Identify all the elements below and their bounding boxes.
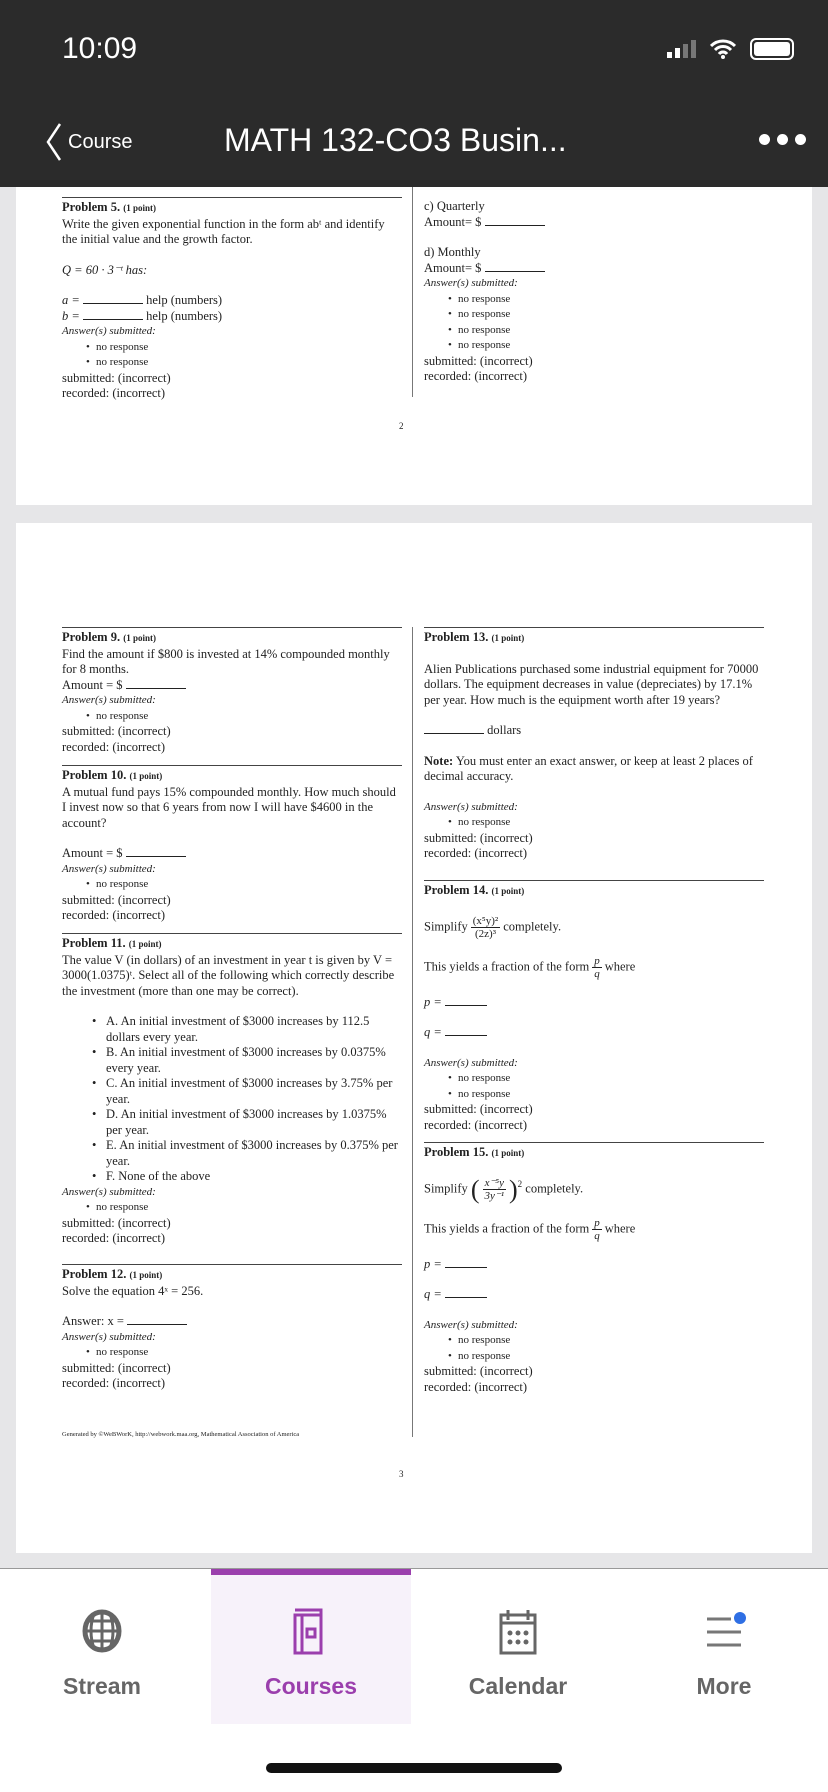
wifi-icon <box>710 39 736 59</box>
problem-13: Problem 13. (1 point) Alien Publications purchased some industrial equipment for 70000 dollars. The equipment decreases in value (depreciates) by 17.1% per year. How much is the equipment worth after 19 years? dollars Note: You must enter an exact answer, or keep at least 2 places of decimal accuracy. Answer(s) submitted: • no response submitted: (incorrect) recorded: (incorrect) <box>424 627 764 862</box>
book-icon <box>289 1607 333 1655</box>
option-e: • E. An initial investment of $3000 increases by 0.375% per year. <box>62 1138 402 1169</box>
globe-icon <box>80 1607 124 1655</box>
tab-stream[interactable]: Stream <box>2 1569 202 1724</box>
help-link[interactable]: help (numbers) <box>146 308 223 323</box>
bottom-tab-bar <box>0 1568 828 1792</box>
option-c: • C. An initial investment of $3000 increases by 3.75% per year. <box>62 1076 402 1107</box>
more-options-button[interactable] <box>759 134 806 145</box>
help-link[interactable]: help (numbers) <box>146 293 223 307</box>
home-indicator[interactable] <box>266 1763 562 1773</box>
problem-14: Problem 14. (1 point) Simplify $\frac{\text{(x⁵y)²}}{\text{(2z)³}}$ completely. This yields a fraction of the form $\frac{p}{q}$ where p = q = Answer(s) submitted: • no response • no response submitted: (incorrect) recorded: (incorrect) <box>424 880 764 1133</box>
top-bar <box>0 0 828 187</box>
document-footer: Generated by ©WeBWorK, http://webwork.maa.org, Mathematical Association of America <box>62 1431 300 1438</box>
problem-12: Problem 12. (1 point) Solve the equation 4ˣ = 256. Answer: x = Answer(s) submitted: • no response submitted: (incorrect) recorded: (incorrect) <box>62 1264 402 1392</box>
calendar-icon <box>496 1607 540 1655</box>
back-label: Course <box>68 130 133 153</box>
problem-5: Problem 5. (1 point) Write the given exponential function in the form abᵗ and identify the initial value and the growth factor. Q = 60 · 3⁻ᵗ has: a = help (numbers) b = help (numbers) Answer(s) submitted: • no response • no response submitted: (incorrect) recorded: (incorrect) <box>62 197 402 402</box>
battery-icon <box>750 38 794 60</box>
column-divider <box>412 627 413 1437</box>
chevron-left-icon <box>44 122 64 162</box>
problem-11: Problem 11. (1 point) The value V (in dollars) of an investment in year t is given by V = 3000(1.0375)ᵗ. Select all of the following which correctly describe the investment (more than one may be correct). • A. An initial investment of $3000 increases by 112.5 dollars every year. • B. An initial investment of $3000 increases by 0.0375% every year. • C. An initial investment of $3000 increases by 3.75% per year. • D. An initial investment of $3000 increases by 1.0375% per year. • E. An initial investment of $3000 increases by 0.375% per year. • F. None of the above Answer(s) submitted: • no response submitted: (incorrect) recorded: (incorrect) <box>62 933 402 1247</box>
page-number: 2 <box>399 421 404 431</box>
option-d: • D. An initial investment of $3000 increases by 1.0375% per year. <box>62 1107 402 1138</box>
status-icons <box>667 38 794 60</box>
status-time: 10:09 <box>62 32 138 65</box>
problem-9: Problem 9. (1 point) Find the amount if $800 is invested at 14% compounded monthly for 8 months. Amount = $ Answer(s) submitted: • no response submitted: (incorrect) recorded: (incorrect) <box>62 627 402 755</box>
problem-10: Problem 10. (1 point) A mutual fund pays 15% compounded monthly. How much should I invest now so that 6 years from now I will have $4600 in the account? Amount = $ Answer(s) submitted: • no response submitted: (incorrect) recorded: (incorrect) <box>62 765 402 924</box>
back-button[interactable] <box>44 122 132 162</box>
signal-icon <box>667 40 696 58</box>
column-divider <box>412 187 413 397</box>
tab-calendar[interactable]: Calendar <box>418 1569 618 1724</box>
problem-4-continued: c) Quarterly Amount= $ d) Monthly Amount= $ Answer(s) submitted: • no response • no response • no response • no response submitted: (incorrect) recorded: (incorrect) <box>424 199 764 385</box>
document-page-2 <box>16 187 812 505</box>
document-page-3 <box>16 523 812 1553</box>
page-number: 3 <box>399 1469 404 1479</box>
option-b: • B. An initial investment of $3000 increases by 0.0375% every year. <box>62 1045 402 1076</box>
problem-15: Problem 15. (1 point) Simplify ( $\frac{\text{x⁻⁵y}}{\text{3y⁻¹}}$ )$^2$ completely. This yields a fraction of the form $\frac{p}{q}$ where p = q = Answer(s) submitted: • no response • no response submitted: (incorrect) recorded: (incorrect) <box>424 1142 764 1395</box>
option-a: • A. An initial investment of $3000 increases by 112.5 dollars every year. <box>62 1014 402 1045</box>
tab-courses[interactable]: Courses <box>211 1569 411 1724</box>
page-title: MATH 132-CO3 Busin... <box>224 122 567 158</box>
menu-with-notification-icon <box>702 1607 746 1655</box>
option-f: • F. None of the above <box>62 1169 402 1185</box>
tab-more[interactable]: More <box>624 1569 824 1724</box>
